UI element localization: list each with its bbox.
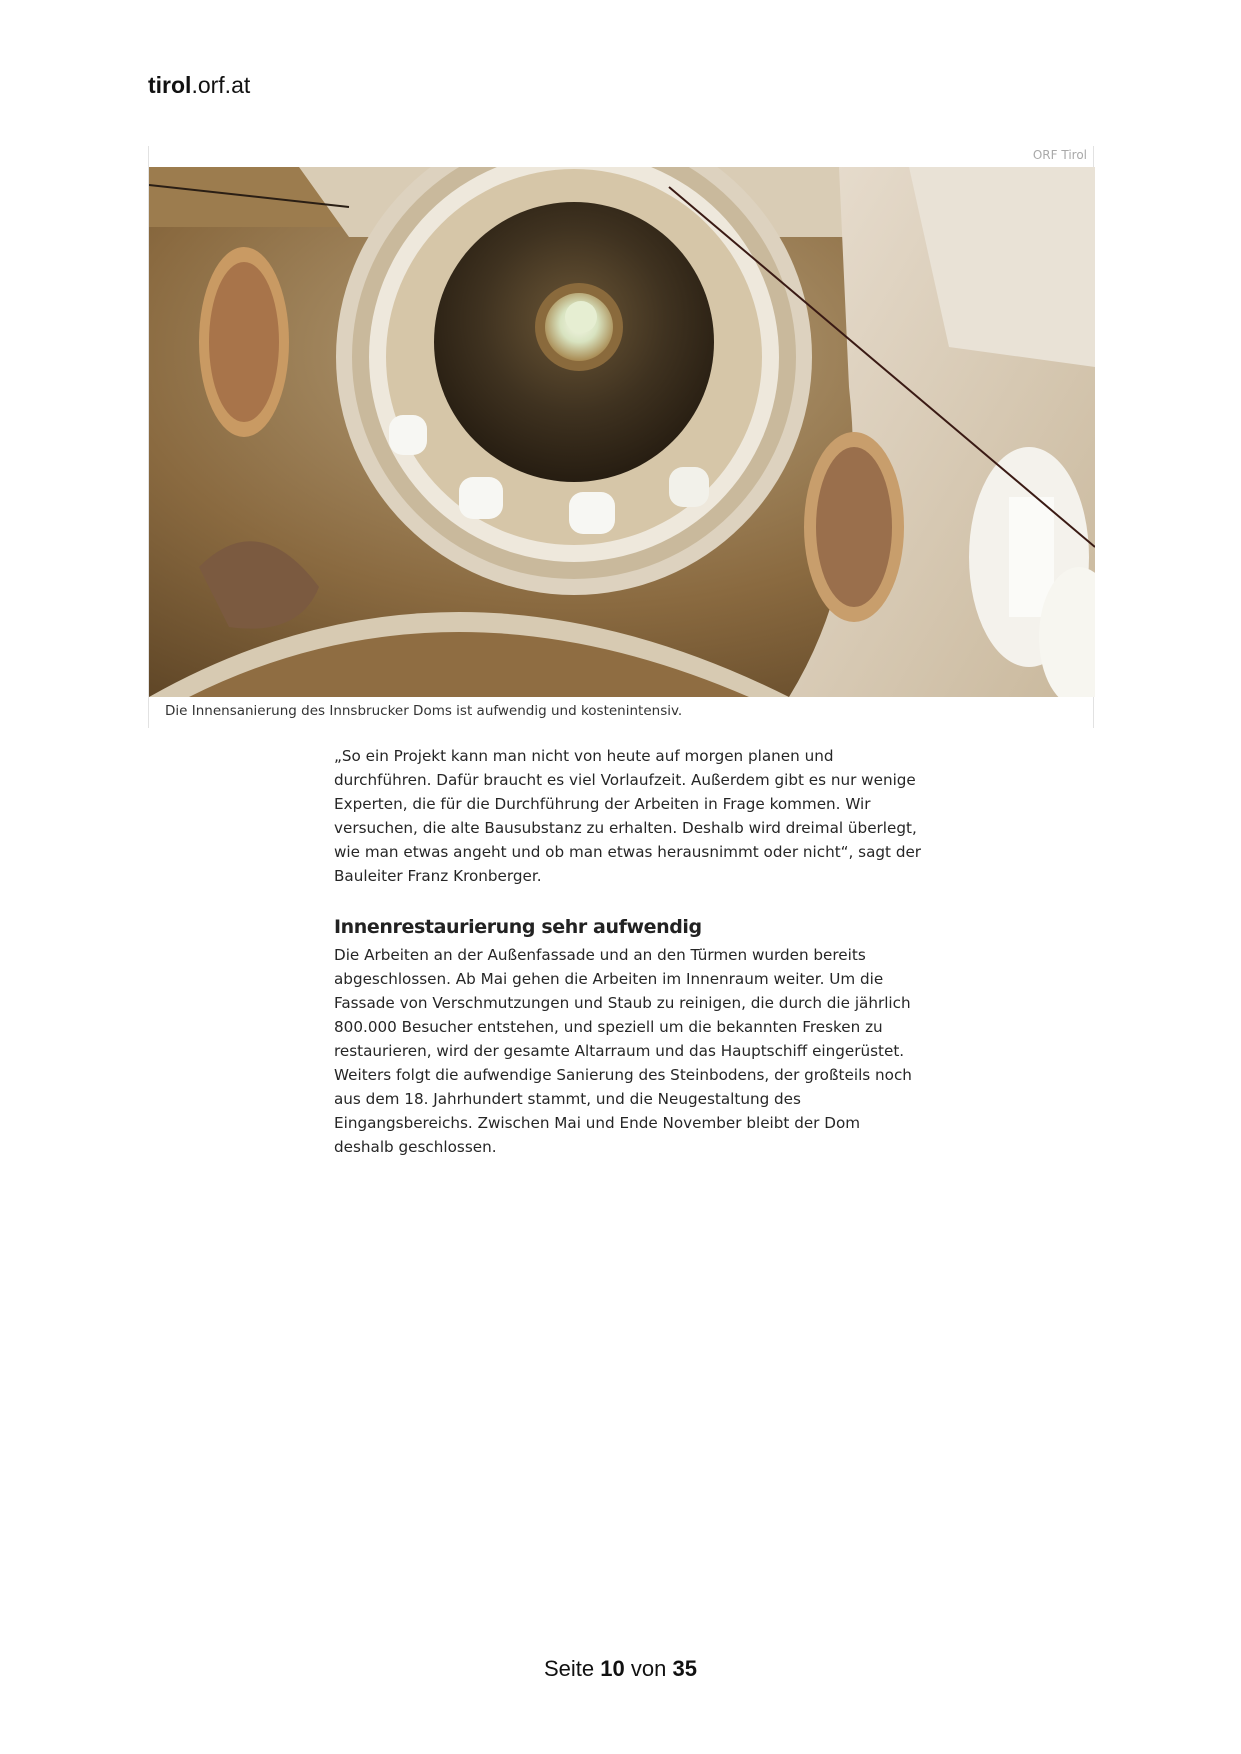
- photo-credit: ORF Tirol: [1032, 148, 1087, 162]
- section-heading: Innenrestaurierung sehr aufwendig: [334, 916, 702, 938]
- page-label: Seite: [544, 1656, 595, 1681]
- body-paragraph: Die Arbeiten an der Außenfassade und an den Türmen wurden bereits abgeschlossen. Ab Mai gehen die Arbeiten im Innenraum weiter. Um die Fassade von Verschmutzungen und Staub zu reinigen, die durch die jährlich 800.000 Besucher entstehen, und speziell um die bekannten Fresken zu restaurieren, wird der gesamte Altarraum und das Hauptschiff eingerüstet. Weiters folgt die aufwendige Sanierung des Steinbodens, der großteils noch aus dem 18. Jahrhundert stammt, und die Neugestaltung des Eingangsbereichs. Zwischen Mai und Ende November bleibt der Dom deshalb geschlossen.: [334, 946, 912, 1156]
- figure-caption: Die Innensanierung des Innsbrucker Doms ist aufwendig und kostenintensiv.: [165, 703, 683, 719]
- page-number: 10: [600, 1656, 625, 1681]
- site-name-domain: .orf.at: [191, 72, 251, 98]
- page-total: 35: [672, 1656, 697, 1681]
- page-of-label: von: [630, 1656, 667, 1681]
- cathedral-dome-photo: [149, 167, 1095, 697]
- article-figure: [148, 146, 1094, 728]
- page-footer: [0, 1656, 1241, 1682]
- quote-paragraph: „So ein Projekt kann man nicht von heute auf morgen planen und durchführen. Dafür braucht es viel Vorlaufzeit. Außerdem gibt es nur wenige Experten, die für die Durchführung der Arbeiten in Frage kommen. Wir versuchen, die alte Bausubstanz zu erhalten. Deshalb wird dreimal überlegt, wie man etwas angeht und ob man etwas herausnimmt oder nicht“, sagt der Bauleiter Franz Kronberger.: [334, 747, 922, 885]
- site-name-bold: tirol: [148, 72, 192, 98]
- article-body: [334, 744, 924, 1159]
- site-header: [148, 72, 250, 99]
